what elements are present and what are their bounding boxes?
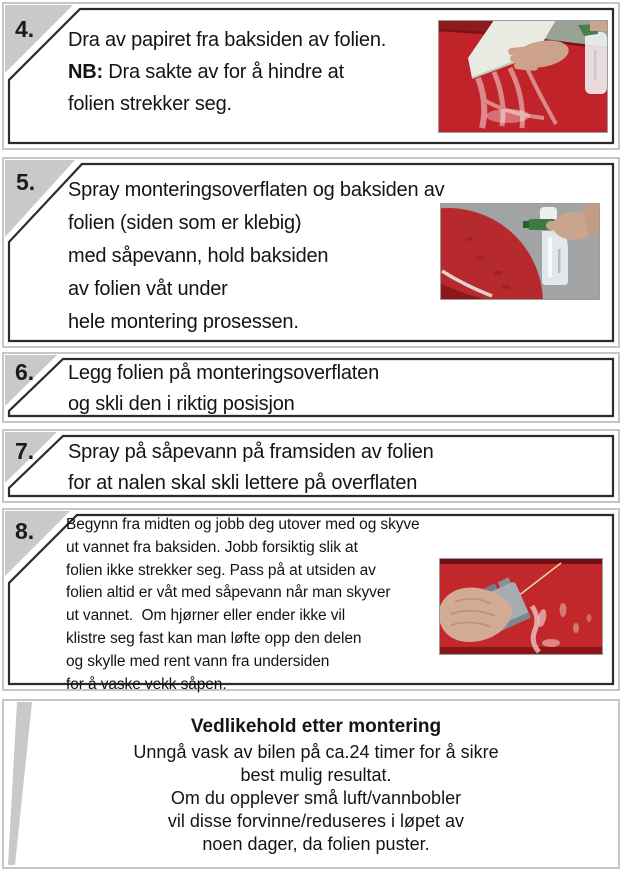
step-text-line: for å vaske vekk såpen. bbox=[66, 675, 227, 693]
step-section-8 bbox=[2, 508, 620, 691]
nb-label: NB: bbox=[68, 61, 103, 83]
step-number: 6. bbox=[15, 359, 35, 385]
step-section-5 bbox=[2, 157, 620, 348]
step-text-line: med såpevann, hold baksiden bbox=[68, 245, 329, 267]
photo-spray-bottle bbox=[440, 203, 600, 300]
step-section-6 bbox=[2, 352, 620, 423]
step-text-line: Begynn fra midten og jobb deg utover med og skyve bbox=[66, 516, 420, 533]
maintenance-line: best mulig resultat. bbox=[240, 765, 392, 785]
step-text-line: Spray på såpevann på framsiden av folien bbox=[68, 441, 434, 463]
maintenance-title: Vedlikehold etter montering bbox=[190, 716, 442, 737]
step-number: 4. bbox=[15, 16, 35, 42]
step-text-line: og skli den i riktig posisjon bbox=[68, 393, 295, 415]
step-text-line: folien strekker seg. bbox=[68, 93, 232, 115]
step-text-line: ut vannet fra baksiden. Jobb forsiktig slik at bbox=[66, 538, 358, 556]
step-text-line: Legg folien på monteringsoverflaten bbox=[68, 362, 379, 384]
step-number: 5. bbox=[16, 169, 36, 195]
step-text-line: folien altid er våt med såpevann når man skyver bbox=[66, 584, 391, 602]
maintenance-line: Unngå vask av bilen på ca.24 timer for å sikre bbox=[133, 742, 499, 762]
step-number: 7. bbox=[15, 438, 35, 464]
step-text-line: Spray monteringsoverflaten og baksiden av bbox=[68, 179, 445, 201]
step-section-4 bbox=[2, 2, 620, 150]
maintenance-line: vil disse forvinne/reduseres i løpet av bbox=[167, 811, 465, 831]
step-text-line: hele montering prosessen. bbox=[68, 311, 299, 333]
step-text-line: ut vannet. Om hjørner eller ender ikke vil bbox=[66, 607, 346, 625]
maintenance-line: noen dager, da folien puster. bbox=[202, 834, 430, 854]
maintenance-line: Om du opplever små luft/vannbobler bbox=[170, 788, 462, 808]
step-number: 8. bbox=[15, 518, 35, 544]
step-text-line: klistre seg fast kan man løfte opp den delen bbox=[66, 629, 362, 647]
step-text-line: for at nalen skal skli lettere på overflaten bbox=[68, 472, 418, 494]
step-text-line: folien ikke strekker seg. Pass på at utsiden av bbox=[66, 561, 376, 579]
maintenance-section bbox=[2, 699, 620, 869]
photo-peel-backing-paper bbox=[438, 20, 608, 133]
step-text-line: av folien våt under bbox=[68, 278, 228, 300]
step-text-line: folien (siden som er klebig) bbox=[68, 212, 302, 234]
step-text-line: Dra av papiret fra baksiden av folien. bbox=[68, 29, 387, 51]
step-section-7 bbox=[2, 429, 620, 503]
photo-squeegee-water bbox=[439, 558, 603, 655]
step-text-line: og skylle med rent vann fra undersiden bbox=[66, 652, 330, 670]
step-text-line: NB: Dra sakte av for å hindre at bbox=[68, 61, 344, 83]
